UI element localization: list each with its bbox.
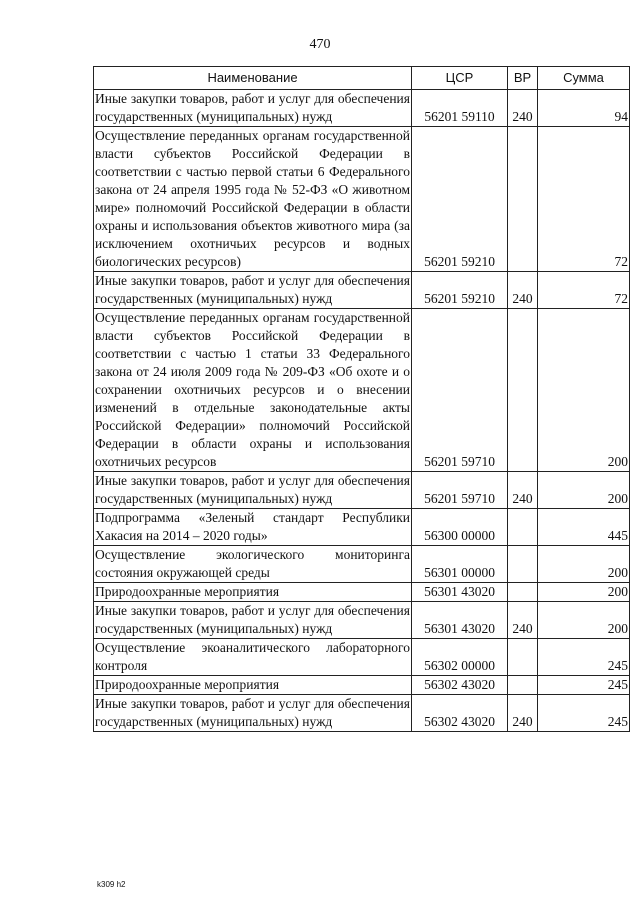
table-row (94, 309, 630, 472)
row-csr: 56302 00000 (412, 639, 508, 676)
row-name: Иные закупки товаров, работ и услуг для обеспечения государственных (муниципальных) нужд (94, 272, 412, 309)
row-sum: 72 (538, 272, 630, 309)
row-vr: 240 (508, 90, 538, 127)
budget-table (93, 66, 630, 732)
table-row (94, 472, 630, 509)
table-row (94, 90, 630, 127)
header-sum: Сумма (538, 67, 630, 90)
row-vr (508, 676, 538, 695)
row-sum: 200 (538, 583, 630, 602)
row-name: Иные закупки товаров, работ и услуг для обеспечения государственных (муниципальных) нужд (94, 695, 412, 732)
row-name: Природоохранные мероприятия (94, 676, 412, 695)
row-vr (508, 546, 538, 583)
row-vr: 240 (508, 602, 538, 639)
row-sum: 94 (538, 90, 630, 127)
table-row (94, 546, 630, 583)
table-row (94, 639, 630, 676)
row-csr: 56201 59210 (412, 272, 508, 309)
row-sum: 200 (538, 546, 630, 583)
row-vr (508, 309, 538, 472)
row-name: Природоохранные мероприятия (94, 583, 412, 602)
row-csr: 56302 43020 (412, 695, 508, 732)
table-row (94, 602, 630, 639)
row-name: Осуществление переданных органам государственной власти субъектов Российской Федерации в соответствии с частью первой статьи 6 Федерального закона от 24 апреля 1995 года № 52-ФЗ «О животном мире» полномочий Российской Федерации в области охраны и использования объектов животного мира (за исключением охотничьих ресурсов и водных биологических ресурсов) (94, 127, 412, 272)
row-csr: 56301 00000 (412, 546, 508, 583)
header-vr: ВР (508, 67, 538, 90)
page-number: 470 (309, 37, 331, 52)
table-row (94, 695, 630, 732)
row-name: Иные закупки товаров, работ и услуг для обеспечения государственных (муниципальных) нужд (94, 90, 412, 127)
row-vr (508, 583, 538, 602)
table-row (94, 509, 630, 546)
row-csr: 56301 43020 (412, 583, 508, 602)
row-sum: 200 (538, 472, 630, 509)
row-sum: 245 (538, 639, 630, 676)
row-vr (508, 127, 538, 272)
row-vr: 240 (508, 472, 538, 509)
row-name: Осуществление переданных органам государственной власти субъектов Российской Федерации в соответствии с частью 1 статьи 33 Федерального закона от 24 июля 2009 года № 209-ФЗ «Об охоте и о сохранении охотничьих ресурсов и о внесении изменений в отдельные законодательные акты Российской Федерации» полномочий Российской Федерации в области охраны и использования охотничьих ресурсов (94, 309, 412, 472)
row-sum: 445 (538, 509, 630, 546)
footer-code: k309 h2 (97, 880, 126, 889)
table-row (94, 272, 630, 309)
header-csr: ЦСР (412, 67, 508, 90)
row-sum: 245 (538, 695, 630, 732)
row-csr: 56201 59110 (412, 90, 508, 127)
row-vr (508, 509, 538, 546)
table-row (94, 676, 630, 695)
row-sum: 200 (538, 309, 630, 472)
header-row (94, 67, 630, 90)
row-name: Иные закупки товаров, работ и услуг для обеспечения государственных (муниципальных) нужд (94, 472, 412, 509)
table-row (94, 127, 630, 272)
row-csr: 56201 59710 (412, 309, 508, 472)
row-vr (508, 639, 538, 676)
row-sum: 245 (538, 676, 630, 695)
row-sum: 72 (538, 127, 630, 272)
row-name: Иные закупки товаров, работ и услуг для обеспечения государственных (муниципальных) нужд (94, 602, 412, 639)
row-name: Осуществление экологического мониторинга состояния окружающей среды (94, 546, 412, 583)
row-csr: 56301 43020 (412, 602, 508, 639)
row-csr: 56201 59710 (412, 472, 508, 509)
header-name: Наименование (94, 67, 412, 90)
row-sum: 200 (538, 602, 630, 639)
row-name: Осуществление экоаналитического лабораторного контроля (94, 639, 412, 676)
row-csr: 56300 00000 (412, 509, 508, 546)
row-csr: 56302 43020 (412, 676, 508, 695)
row-vr: 240 (508, 695, 538, 732)
row-csr: 56201 59210 (412, 127, 508, 272)
row-vr: 240 (508, 272, 538, 309)
row-name: Подпрограмма «Зеленый стандарт Республики Хакасия на 2014 – 2020 годы» (94, 509, 412, 546)
table-row (94, 583, 630, 602)
